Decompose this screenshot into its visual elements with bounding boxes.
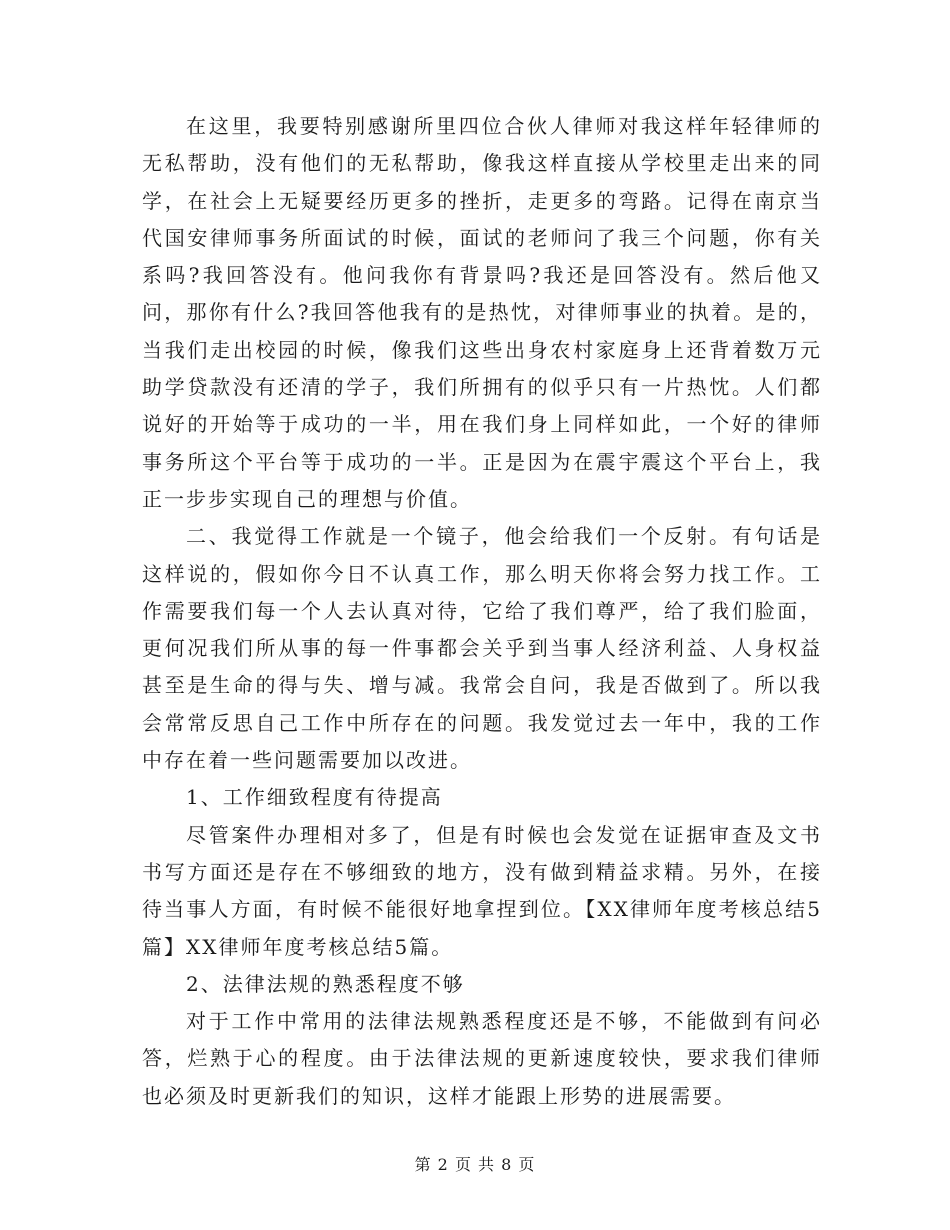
page-number-footer: 第 2 页 共 8 页 — [414, 1155, 536, 1174]
paragraph-work-mirror: 二、我觉得工作就是一个镜子，他会给我们一个反射。有句话是这样说的，假如你今日不认真工作，那么明天你将会努力找工作。工作需要我们每一个人去认真对待，它给了我们尊严，给了我们脸面，更何况我们所从事的每一件事都会关乎到当事人经济利益、人身权益甚至是生命的得与失、增与减。我常会自问，我是否做到了。所以我会常常反思自己工作中所存在的问题。我发觉过去一年中，我的工作中存在着一些问题需要加以改进。 — [142, 524, 822, 773]
section-heading-detail: 1、工作细致程度有待提高 — [186, 785, 443, 810]
document-body — [142, 108, 822, 1115]
paragraph-gratitude: 在这里，我要特别感谢所里四位合伙人律师对我这样年轻律师的无私帮助，没有他们的无私帮助，像我这样直接从学校里走出来的同学，在社会上无疑要经历更多的挫折，走更多的弯路。记得在南京当代国安律师事务所面试的时候，面试的老师问了我三个问题，你有关系吗?我回答没有。他问我你有背景吗?我还是回答没有。然后他又问，那你有什么?我回答他我有的是热忱，对律师事业的执着。是的，当我们走出校园的时候，像我们这些出身农村家庭身上还背着数万元助学贷款没有还清的学子，我们所拥有的似乎只有一片热忱。人们都说好的开始等于成功的一半，用在我们身上同样如此，一个好的律师事务所这个平台等于成功的一半。正是因为在震宇震这个平台上，我正一步步实现自己的理想与价值。 — [142, 114, 822, 511]
paragraph-laws: 对于工作中常用的法律法规熟悉程度还是不够，不能做到有问必答，烂熟于心的程度。由于法律法规的更新速度较快，要求我们律师也必须及时更新我们的知识，这样才能跟上形势的进展需要。 — [142, 1009, 822, 1108]
paragraph-detail: 尽管案件办理相对多了，但是有时候也会发觉在证据审查及文书书写方面还是存在不够细致的地方，没有做到精益求精。另外，在接待当事人方面，有时候不能很好地拿捏到位。【XX律师年度考核总结5篇】XX律师年度考核总结5篇。 — [142, 822, 822, 959]
section-heading-laws: 2、法律法规的熟悉程度不够 — [186, 971, 465, 996]
